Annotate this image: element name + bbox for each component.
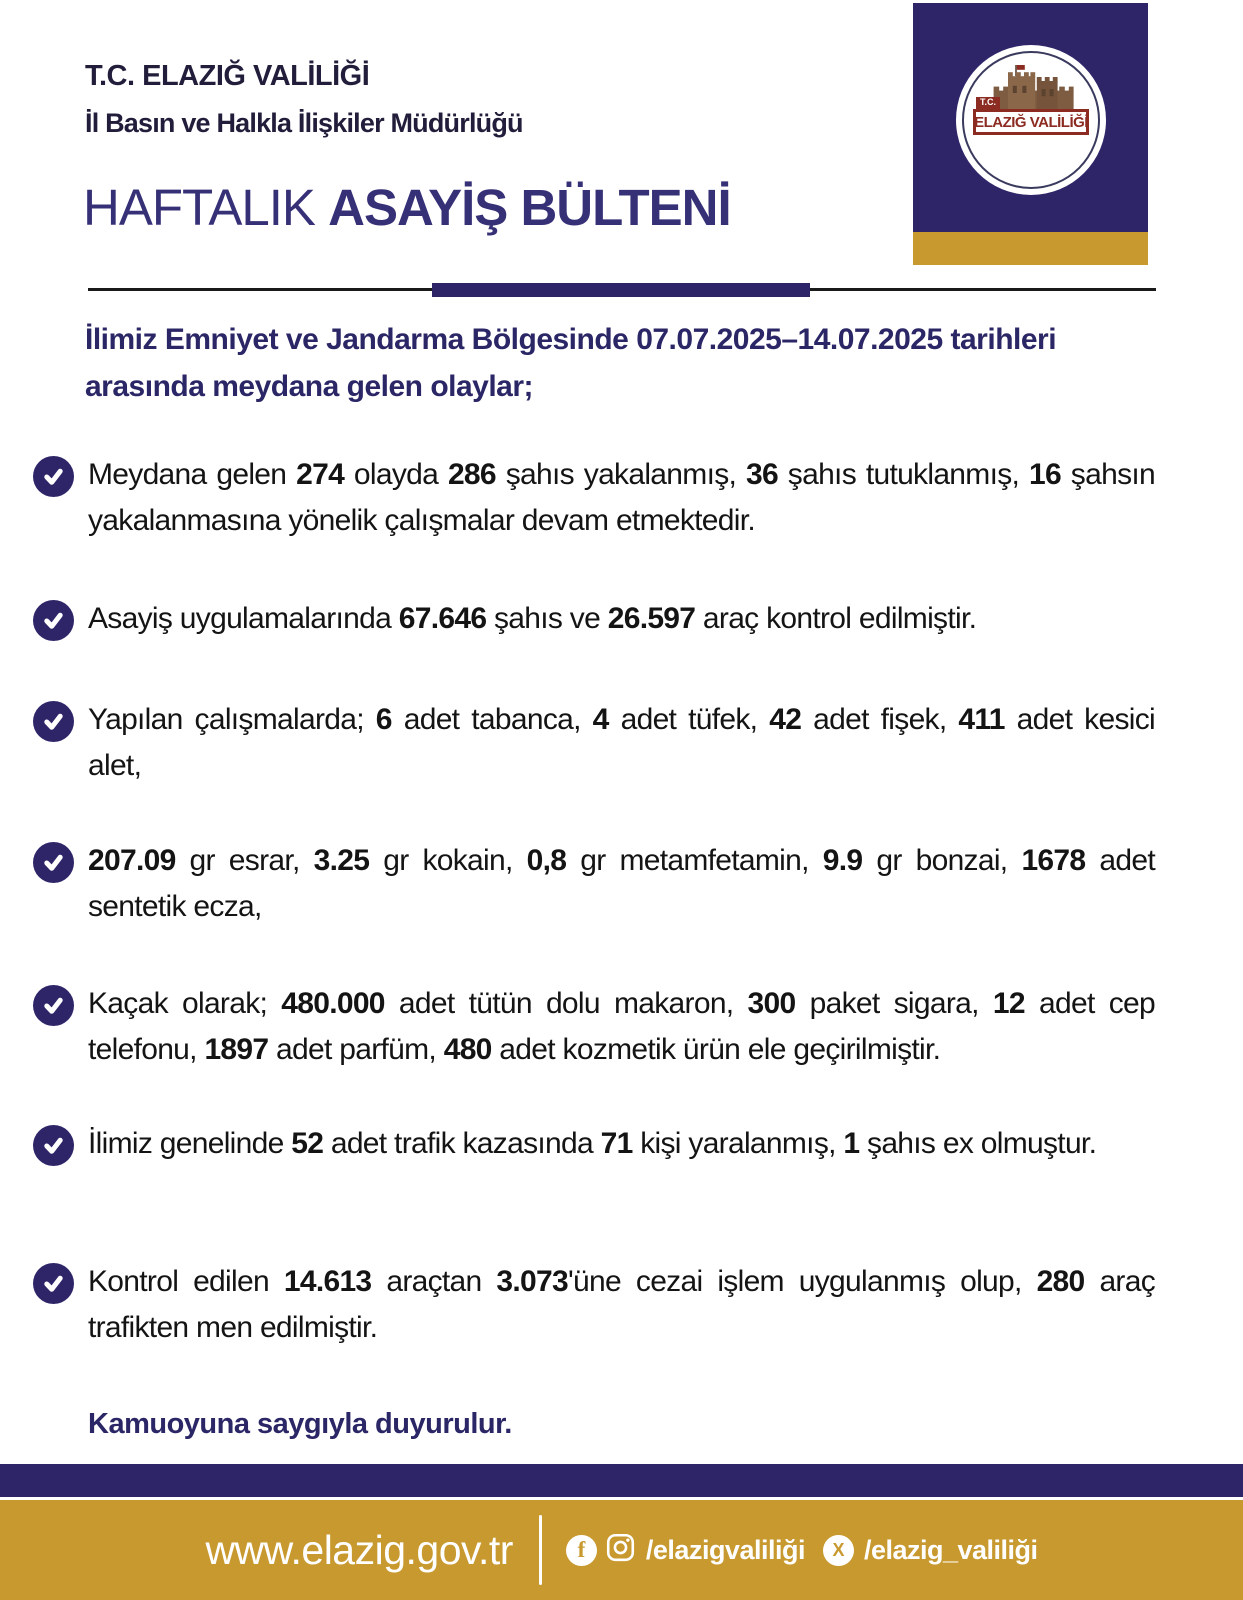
title-light-part: HAFTALIK <box>83 179 315 236</box>
facebook-icon: f <box>566 1535 597 1566</box>
bullet-text: İlimiz genelinde 52 adet trafik kazasında 71 kişi yaralanmış, 1 şahıs ex olmuştur. <box>88 1127 1097 1160</box>
check-icon <box>33 985 74 1026</box>
bullet-text: 207.09 gr esrar, 3.25 gr kokain, 0,8 gr metamfetamin, 9.9 gr bonzai, 1678 adet sentetik ecza, <box>88 844 1155 923</box>
x-icon: X <box>823 1535 854 1566</box>
elazig-valiligi-logo <box>913 3 1148 265</box>
org-department: İl Basın ve Halkla İlişkiler Müdürlüğü <box>85 108 523 138</box>
bulletin-title <box>83 178 731 237</box>
bullet-text: Asayiş uygulamalarında 67.646 şahıs ve 26.597 araç kontrol edilmiştir. <box>88 602 977 635</box>
bullet-text: Kaçak olarak; 480.000 adet tütün dolu makaron, 300 paket sigara, 12 adet cep telefonu, 1897 adet parfüm, 480 adet kozmetik ürün ele geçirilmiştir. <box>88 987 1155 1066</box>
bullet-text: Kontrol edilen 14.613 araçtan 3.073'üne cezai işlem uygulanmış olup, 280 araç trafikten men edilmiştir. <box>88 1265 1156 1344</box>
title-underline-accent <box>432 283 810 297</box>
title-bold-part: ASAYİŞ BÜLTENİ <box>328 179 731 236</box>
check-icon <box>33 600 74 641</box>
check-icon <box>33 1263 74 1304</box>
logo-gold-stripe <box>913 232 1148 265</box>
check-icon <box>33 842 74 883</box>
intro-text: İlimiz Emniyet ve Jandarma Bölgesinde 07.07.2025–14.07.2025 tarihleri arasında meydana gelen olaylar; <box>85 323 1057 403</box>
footer-divider <box>539 1515 542 1585</box>
check-icon <box>33 701 74 742</box>
check-icon <box>33 1125 74 1166</box>
footer-navy-stripe <box>0 1464 1243 1497</box>
social-handle-x: /elazig_valiliği <box>863 1534 1038 1565</box>
org-name: T.C. ELAZIĞ VALİLİĞİ <box>85 60 370 92</box>
logo-emblem <box>956 45 1106 195</box>
check-icon <box>33 456 74 497</box>
logo-navy-panel <box>913 3 1148 232</box>
website-url: www.elazig.gov.tr <box>205 1526 513 1573</box>
logo-tc-label: T.C. <box>976 97 1000 109</box>
instagram-icon <box>605 1532 636 1568</box>
logo-nameplate: ELAZIĞ VALİLİĞİ <box>973 109 1089 135</box>
social-handle-fb-ig: /elazigvaliliği <box>645 1534 805 1565</box>
bullet-text: Yapılan çalışmalarda; 6 adet tabanca, 4 adet tüfek, 42 adet fişek, 411 adet kesici alet, <box>88 703 1155 782</box>
footer-gold-bar <box>0 1500 1243 1600</box>
bullet-text: Meydana gelen 274 olayda 286 şahıs yakalanmış, 36 şahıs tutuklanmış, 16 şahsın yakalanmasına yönelik çalışmalar devam etmektedir. <box>88 458 1155 537</box>
closing-text: Kamuoyuna saygıyla duyurulur. <box>88 1408 512 1440</box>
